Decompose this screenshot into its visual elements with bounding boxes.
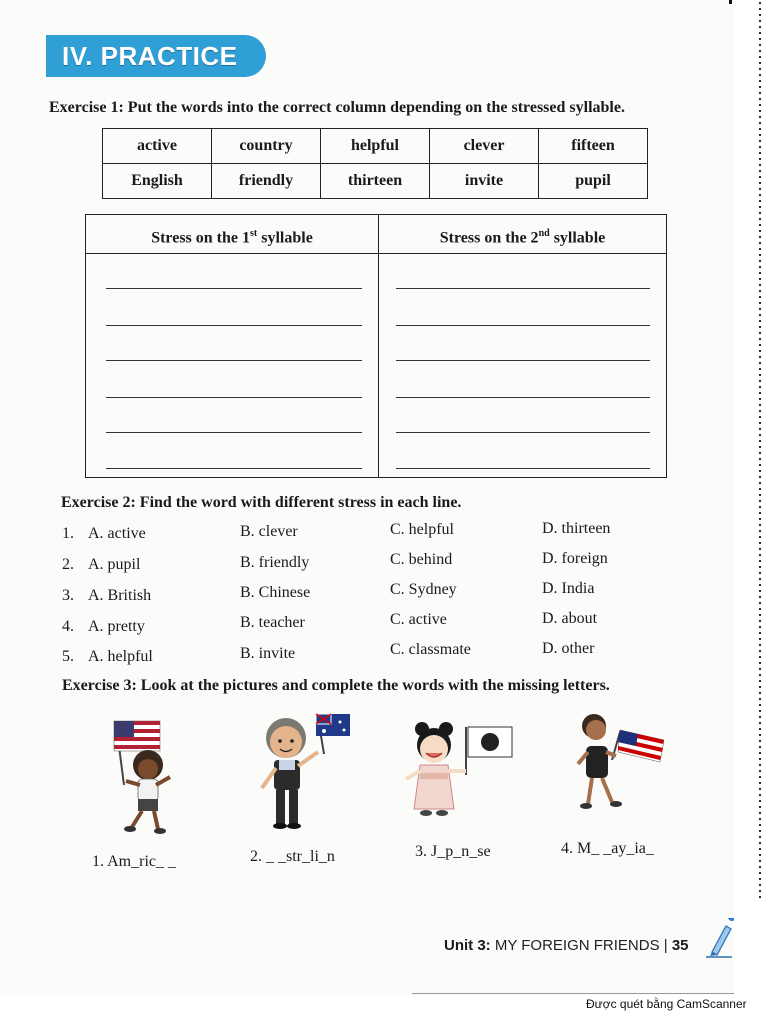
- caption-2: 2. _ _str_li_n: [250, 848, 335, 865]
- answer-blank-col1[interactable]: [106, 360, 362, 361]
- malaysian-child-illustration: [568, 710, 668, 815]
- word-cell: English: [103, 164, 212, 199]
- header-text: syllable: [549, 229, 606, 247]
- japanese-child-illustration: [400, 715, 515, 825]
- option-b[interactable]: B. Chinese: [240, 584, 311, 601]
- australia-flag-icon: [316, 714, 350, 736]
- header-text: Stress on the 2: [439, 229, 539, 247]
- option-b[interactable]: B. invite: [240, 645, 296, 662]
- question-number: 5.: [62, 648, 74, 665]
- page-footer: [444, 937, 689, 954]
- option-d[interactable]: D. foreign: [542, 550, 608, 567]
- word-cell: fifteen: [539, 129, 648, 164]
- option-a[interactable]: A. active: [88, 525, 146, 542]
- option-d[interactable]: D. other: [542, 640, 595, 657]
- word-cell: country: [212, 129, 321, 164]
- footer-title: MY FOREIGN FRIENDS: [494, 937, 660, 954]
- word-cell: friendly: [212, 164, 321, 199]
- header-sup: st: [250, 228, 258, 239]
- stress-table: [85, 214, 667, 478]
- answer-blank-col1[interactable]: [106, 325, 362, 326]
- exercise1-title: Exercise 1: Put the words into the correct column depending on the stressed syllable.: [49, 99, 625, 116]
- column-divider: [378, 215, 379, 477]
- question-number: 3.: [62, 587, 74, 604]
- word-cell: thirteen: [321, 164, 430, 199]
- exercise3-title: Exercise 3: Look at the pictures and complete the words with the missing letters.: [62, 677, 610, 694]
- answer-blank-col1[interactable]: [106, 288, 362, 289]
- answer-blank-col1[interactable]: [106, 397, 362, 398]
- question-number: 1.: [62, 525, 74, 542]
- japan-flag-icon: [468, 727, 512, 757]
- option-a[interactable]: A. pretty: [88, 618, 145, 635]
- pen-icon: [706, 918, 734, 958]
- footer-unit: Unit 3:: [444, 937, 491, 954]
- header-text: syllable: [257, 229, 313, 247]
- option-d[interactable]: D. about: [542, 610, 598, 627]
- stress-first-header: [86, 215, 378, 253]
- word-cell: active: [103, 129, 212, 164]
- american-child-illustration: [106, 715, 186, 840]
- malaysia-flag-icon: [618, 730, 664, 762]
- exercise2-title: Exercise 2: Find the word with different stress in each line.: [61, 494, 462, 511]
- header-divider: [86, 253, 666, 254]
- bottom-rule: [412, 993, 734, 994]
- scanner-watermark: Được quét bằng CamScanner: [586, 997, 747, 1011]
- option-c[interactable]: C. helpful: [390, 521, 454, 538]
- word-cell: helpful: [321, 129, 430, 164]
- page-number: 35: [671, 937, 689, 954]
- option-c[interactable]: C. Sydney: [390, 581, 457, 598]
- answer-blank-col2[interactable]: [396, 432, 650, 433]
- answer-blank-col2[interactable]: [396, 397, 650, 398]
- header-sup: nd: [538, 228, 550, 239]
- option-c[interactable]: C. active: [390, 611, 447, 628]
- us-flag-icon: [114, 721, 160, 751]
- option-b[interactable]: B. teacher: [240, 614, 305, 631]
- caption-4: 4. M_ _ay_ia_: [561, 840, 654, 857]
- footer-separator: |: [663, 937, 668, 954]
- option-a[interactable]: A. British: [88, 587, 152, 604]
- answer-blank-col2[interactable]: [396, 468, 650, 469]
- perforation-dots: [758, 0, 762, 900]
- edge-mark: [729, 0, 732, 4]
- option-b[interactable]: B. clever: [240, 523, 298, 540]
- word-cell: clever: [430, 129, 539, 164]
- stress-second-header: [379, 215, 666, 253]
- question-number: 2.: [62, 556, 74, 573]
- header-text: Stress on the 1: [151, 229, 251, 247]
- caption-3: 3. J_p_n_se: [415, 843, 491, 860]
- option-a[interactable]: A. helpful: [88, 648, 153, 665]
- word-cell: pupil: [539, 164, 648, 199]
- word-bank-row: [103, 129, 648, 164]
- option-d[interactable]: D. thirteen: [542, 520, 611, 537]
- option-c[interactable]: C. classmate: [390, 641, 471, 658]
- word-cell: invite: [430, 164, 539, 199]
- australian-child-illustration: [248, 708, 353, 833]
- caption-1: 1. Am_ric_ _: [92, 853, 176, 870]
- option-d[interactable]: D. India: [542, 580, 595, 597]
- word-bank-table: [102, 128, 648, 199]
- answer-blank-col2[interactable]: [396, 288, 650, 289]
- option-c[interactable]: C. behind: [390, 551, 453, 568]
- option-b[interactable]: B. friendly: [240, 554, 310, 571]
- answer-blank-col2[interactable]: [396, 325, 650, 326]
- option-a[interactable]: A. pupil: [88, 556, 141, 573]
- section-title: IV. PRACTICE: [62, 41, 238, 71]
- answer-blank-col1[interactable]: [106, 432, 362, 433]
- word-bank-row: [103, 164, 648, 199]
- question-number: 4.: [62, 618, 74, 635]
- answer-blank-col1[interactable]: [106, 468, 362, 469]
- answer-blank-col2[interactable]: [396, 360, 650, 361]
